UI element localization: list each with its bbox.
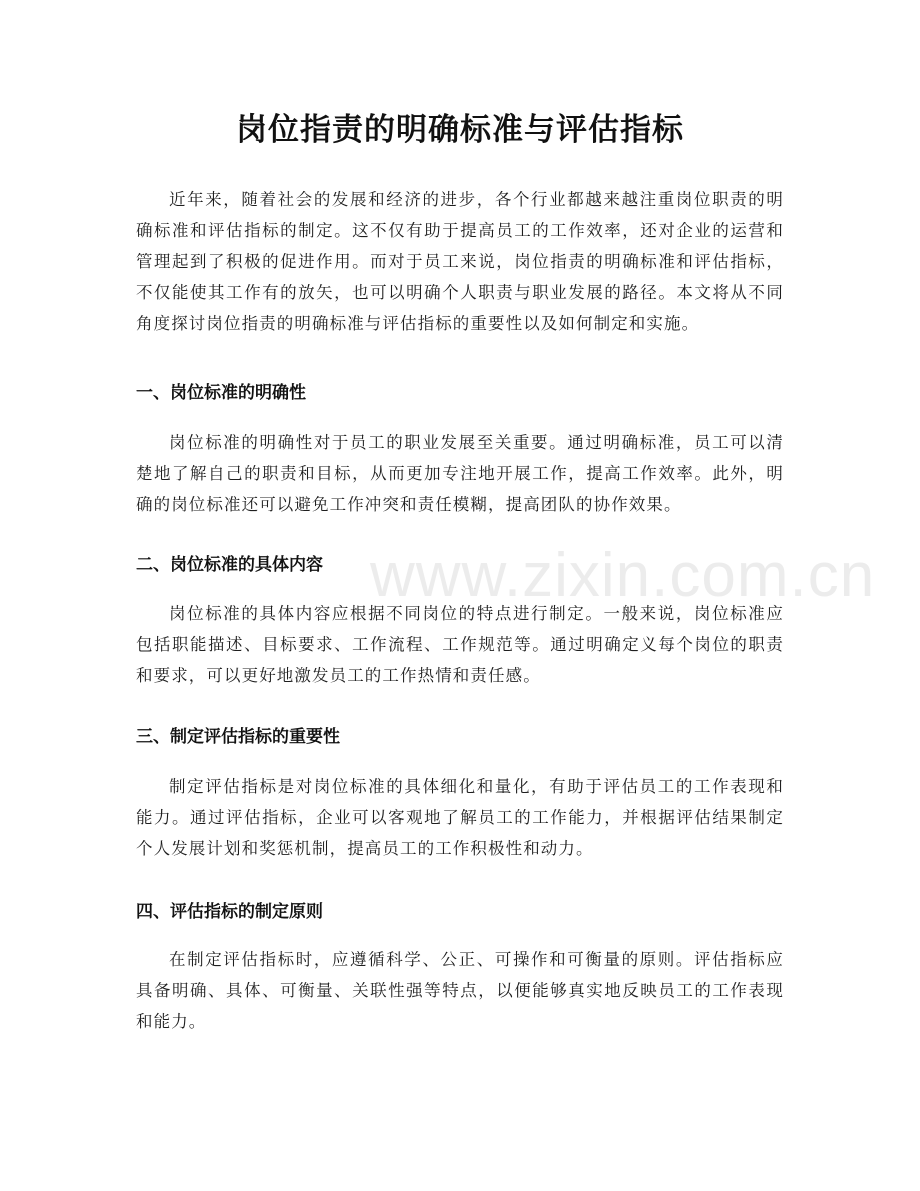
intro-paragraph: 近年来，随着社会的发展和经济的进步，各个行业都越来越注重岗位职责的明确标准和评估指标的制定。这不仅有助于提高员工的工作效率，还对企业的运营和管理起到了积极的促进作用。而对于员工来说，岗位指责的明确标准和评估指标，不仅能使其工作有的放矢，也可以明确个人职责与职业发展的路径。本文将从不同角度探讨岗位指责的明确标准与评估指标的重要性以及如何制定和实施。: [136, 190, 784, 333]
section-heading-3: 三、制定评估指标的重要性: [136, 727, 340, 747]
section-heading-2: 二、岗位标准的具体内容: [136, 555, 323, 575]
section-body-1: 岗位标准的明确性对于员工的职业发展至关重要。通过明确标准，员工可以清楚地了解自己的职责和目标，从而更加专注地开展工作，提高工作效率。此外，明确的岗位标准还可以避免工作冲突和责任模糊，提高团队的协作效果。: [136, 433, 784, 514]
section-heading-4: 四、评估指标的制定原则: [136, 902, 323, 922]
section-heading-1: 一、岗位标准的明确性: [136, 383, 306, 403]
document-title: 岗位指责的明确标准与评估指标: [236, 112, 684, 148]
watermark: www.zixin.com.cn: [370, 541, 876, 610]
section-body-3: 制定评估指标是对岗位标准的具体细化和量化，有助于评估员工的工作表现和能力。通过评估指标，企业可以客观地了解员工的工作能力，并根据评估结果制定个人发展计划和奖惩机制，提高员工的工作积极性和动力。: [136, 777, 784, 858]
section-body-4: 在制定评估指标时，应遵循科学、公正、可操作和可衡量的原则。评估指标应具备明确、具体、可衡量、关联性强等特点，以便能够真实地反映员工的工作表现和能力。: [136, 950, 784, 1031]
section-body-2: 岗位标准的具体内容应根据不同岗位的特点进行制定。一般来说，岗位标准应包括职能描述、目标要求、工作流程、工作规范等。通过明确定义每个岗位的职责和要求，可以更好地激发员工的工作热情和责任感。: [136, 604, 784, 685]
